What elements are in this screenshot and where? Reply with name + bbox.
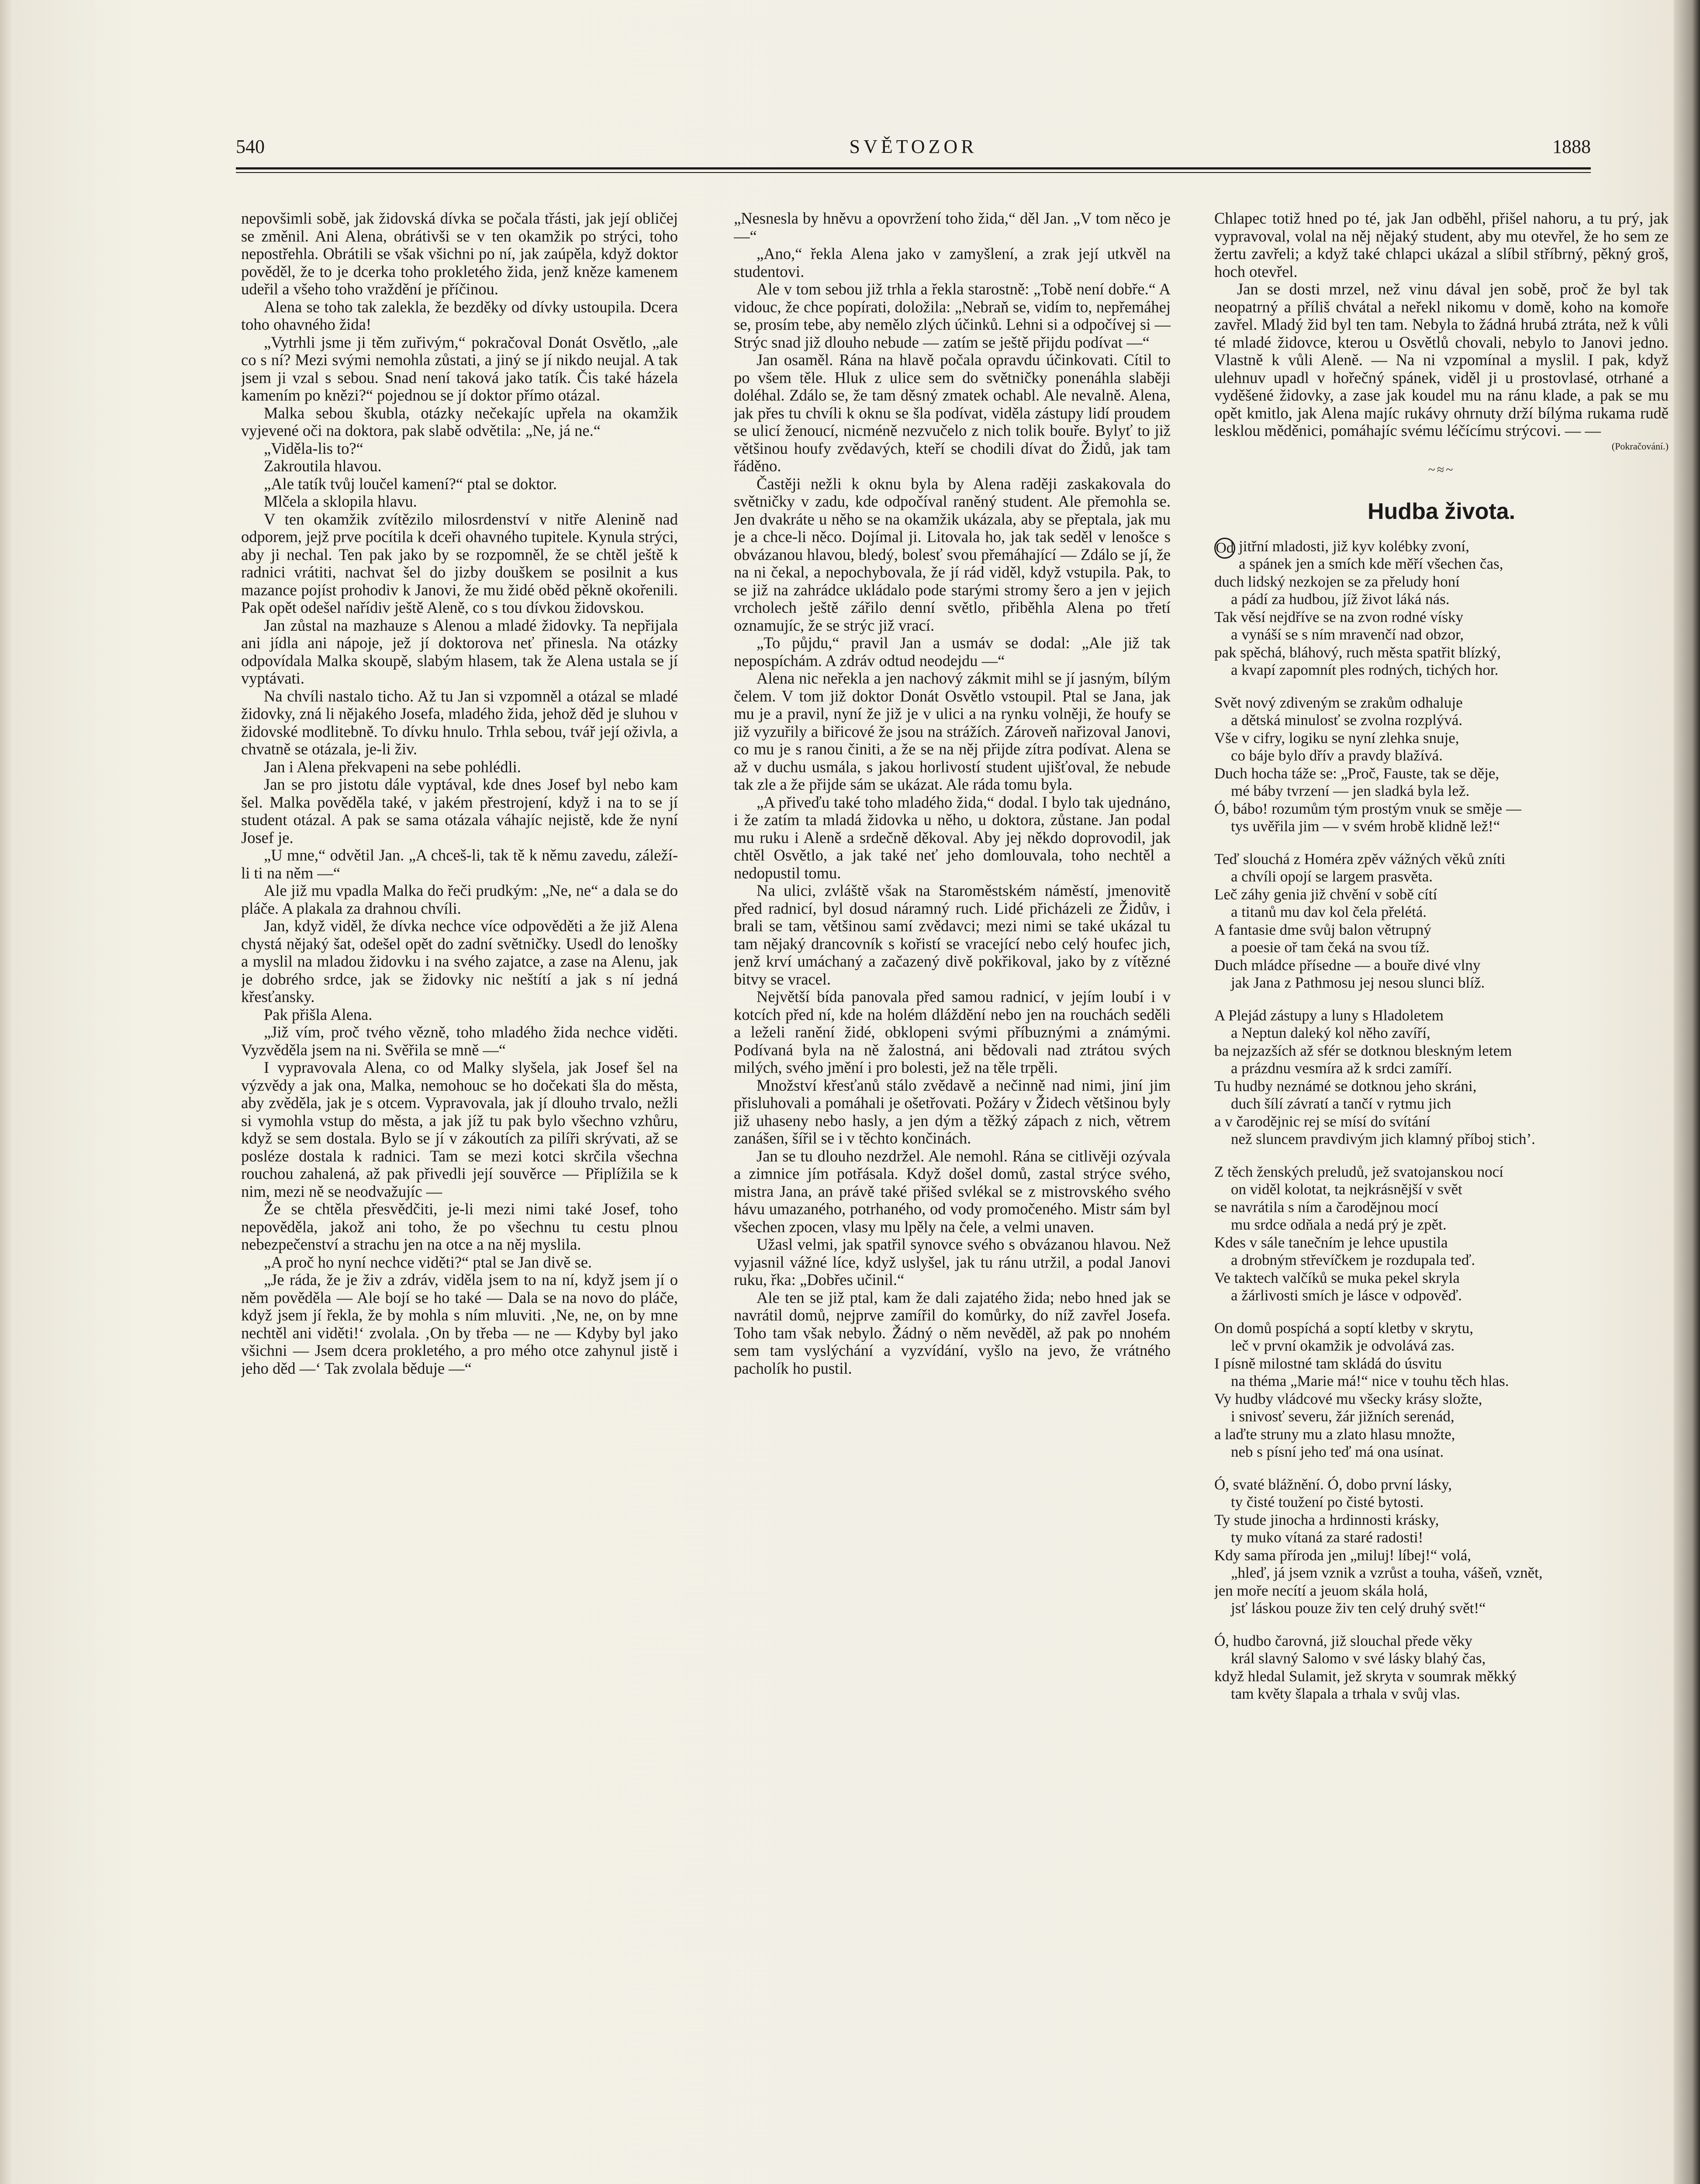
poem-line: Vy hudby vládcové mu všecky krásy složte, bbox=[1214, 1390, 1482, 1407]
page-left-shadow bbox=[0, 0, 13, 2184]
paragraph: „A proč ho nyní nechce viděti?“ ptal se Jan divě se. bbox=[264, 1253, 592, 1271]
paragraph: „U mne,“ odvětil Jan. „A chceš-li, tak tě k němu zavedu, záleží-li ti na něm —“ bbox=[241, 846, 678, 882]
header-rule-thick bbox=[236, 167, 1591, 169]
poem-stanza bbox=[1214, 850, 1669, 992]
poem-stanza bbox=[1214, 1320, 1669, 1461]
poem-line: duch šílí závratí a tančí v rytmu jich bbox=[1231, 1095, 1451, 1112]
poem-line: On domů pospíchá a soptí kletby v skrytu, bbox=[1214, 1319, 1474, 1337]
poem-line: on viděl kolotat, ta nejkrásnější v svět bbox=[1231, 1181, 1462, 1198]
paragraph: Ale již mu vpadla Malka do řeči prudkým: „Ne, ne“ a dala se do pláče. A plakala za drahnou chvíli. bbox=[241, 881, 678, 917]
paragraph: Jan, když viděl, že dívka nechce více odpověděti a že již Alena chystá nějaký šat, odešel opět do zadní světničky. Usedl do lenošky a myslil na mladou židovku i na svého zajatce, a zase na Alenu, jak je dobrého srdce, jak se židovky nic neštítí a jak s ní jedná křesťansky. bbox=[241, 917, 678, 1006]
poem-line: jak Jana z Pathmosu jej nesou slunci blíž. bbox=[1231, 974, 1485, 991]
poem-line: Duch hocha táže se: „Proč, Fauste, tak se děje, bbox=[1214, 764, 1500, 782]
ornament: ~≈~ bbox=[1428, 462, 1455, 477]
paragraph: Jan se tu dlouho nezdržel. Ale nemohl. Rána se citlivěji ozývala a zimnice jím potřásala. Když došel domů, zastal strýce svého, mistra Jana, an právě také přišed svlékal se z mistrovského svého hávu umazaného, potrhaného, od vody promočeného. Mistr sám byl všechen zpocen, vlasy mu lpěly na čele, a velmi unaven. bbox=[734, 1147, 1171, 1236]
paragraph: „Vytrhli jsme ji těm zuřivým,“ pokračoval Donát Osvětlo, „ale co s ní? Mezi svými nemohla zůstati, a jiný se jí nikdo neujal. A tak jsem ji vzal s sebou. Snad není taková jako tatík. Čis také házela kamením po knězi?“ pojednou se jí doktor přímo otázal. bbox=[241, 333, 678, 404]
paragraph: Jan osaměl. Rána na hlavě počala opravdu účinkovati. Cítil to po všem těle. Hluk z ulice sem do světničky ponenáhla slaběji doléhal. Zdálo se, že tam děsný zmatek ochabl. Ale nevalně. Alena, jak přes tu chvíli k oknu se šla podívat, viděla zástupy lidí proudem se ulicí ženoucí, nicméně nezvučelo z nich tolik bouře. Bylyť to již většinou houfy zvědavých, kteří se chodili dívat do Židů, jak tam řáděno. bbox=[734, 351, 1171, 475]
poem-line: Teď slouchá z Homéra zpěv vážných věků zníti bbox=[1214, 850, 1506, 867]
poem-line: když hledal Sulamit, jež skryta v soumrak měkký bbox=[1214, 1667, 1517, 1685]
paragraph: „To půjdu,“ pravil Jan a usmáv se dodal: „Ale již tak nepospíchám. A zdráv odtud neodejdu —“ bbox=[734, 634, 1171, 670]
poem-line: A fantasie dme svůj balon větrupný bbox=[1214, 921, 1431, 938]
poem-line: A Plejád zástupy a luny s Hladoletem bbox=[1214, 1006, 1444, 1024]
poem-line: mu srdce odňala a nedá prý je zpět. bbox=[1231, 1216, 1447, 1233]
poem-stanza bbox=[1214, 1163, 1669, 1305]
poem-line: Kdes v sále tanečním je lehce upustila bbox=[1214, 1234, 1448, 1251]
paragraph: V ten okamžik zvítězilo milosrdenství v nitře Alenině nad odporem, jejž prve pocítila k dceři ohavného tupitele. Kynula strýci, aby ji nechal. Ten pak jako by se rozpomněl, že se chtěl ještě k radnici vrátiti, nachvat šel do jizby douškem se posilnit a kus mazance pojíst prohodiv k Janovi, že mu židé oběd pěkně okořenili. Pak opět odešel nařídiv ještě Aleně, co s tou dívkou židovskou. bbox=[241, 510, 678, 616]
poem-line: Svět nový zdiveným se zrakům odhaluje bbox=[1214, 694, 1463, 711]
paragraph: „Nesnesla by hněvu a opovržení toho žida,“ děl Jan. „V tom něco je —“ bbox=[734, 210, 1171, 245]
poem-line: i snivosť severu, žár jižních serenád, bbox=[1231, 1408, 1455, 1425]
paragraph: nepovšimli sobě, jak židovská dívka se počala třásti, jak její obličej se změnil. Ani Alena, obrátivši se v ten okamžik po strýci, toho nepostřehla. Obrátili se však všichni po ní, jak zaúpěla, když doktor pověděl, že to je dcerka toho prokletého žida, jenž kněze kamenem udeřil a všeho toho vraždění je příčinou. bbox=[241, 210, 678, 298]
poem-line: a Neptun daleký kol něho zavíří, bbox=[1231, 1024, 1430, 1041]
paragraph: „A přiveďu také toho mladého žida,“ dodal. I bylo tak ujednáno, i že zatím ta mladá židovka u něho, u doktora, zůstane. Jan podal mu ruku i Aleně a srdečně děkoval. Aby jej někdo doprovodil, jak chtěl Osvětlo, a jak také neť jeho domlouvala, toho nechtěl a nedopustil tomu. bbox=[734, 793, 1171, 882]
poem-line: a vynáší se s ním mravenčí nad obzor, bbox=[1231, 626, 1464, 643]
paragraph: Jan se pro jistotu dále vyptával, kde dnes Josef byl nebo kam šel. Malka pověděla také, v jakém přestrojení, když i na to se jí student otázal. A pak se sama otázala váhajíc nejistě, kde že nyní Josef je. bbox=[241, 775, 678, 847]
poem-line: tys uvěřila jim — v svém hrobě klidně lež!“ bbox=[1231, 818, 1500, 835]
poem-line: Duch mládce přísedne — a bouře divé vlny bbox=[1214, 956, 1481, 974]
poem-line: a pádí za hudbou, jíž život láká nás. bbox=[1231, 591, 1450, 608]
page-right-edge bbox=[1674, 0, 1700, 2184]
poem-stanza bbox=[1214, 538, 1669, 679]
paragraph: Ale v tom sebou již trhla a řekla starostně: „Tobě není dobře.“ A vidouc, že chce popírati, doložila: „Nebraň se, vidím to, nepřemáhej se, prosím tebe, aby nemělo zlých účinků. Lehni si a odpočívej si — Strýc snad již dlouho nebude — zatím se ještě přijdu podívat —“ bbox=[734, 280, 1171, 351]
poem-line: a prázdnu vesmíra až k srdci zamíří. bbox=[1231, 1060, 1452, 1077]
poem-line: a v čarodějnic rej se mísí do svítání bbox=[1214, 1113, 1430, 1130]
poem-stanza bbox=[1214, 694, 1669, 836]
poem-line: Ó, svaté blážnění. Ó, dobo první lásky, bbox=[1214, 1476, 1452, 1493]
poem-line: a laďte struny mu a zlato hlasu množte, bbox=[1214, 1425, 1455, 1443]
year: 1888 bbox=[1552, 136, 1591, 157]
poem-line: jsť láskou pouze živ ten celý druhý svět!“ bbox=[1231, 1600, 1486, 1617]
poem-line: Tu hudby neznámé se dotknou jeho skráni, bbox=[1214, 1077, 1477, 1095]
paragraph: Mlčela a sklopila hlavu. bbox=[264, 492, 417, 510]
poem-stanza bbox=[1214, 1007, 1669, 1148]
poem-body bbox=[1214, 538, 1669, 1703]
poem-line: I písně milostné tam skládá do úsvitu bbox=[1214, 1355, 1442, 1372]
poem-line: duch lidský nezkojen se za přeludy honí bbox=[1214, 573, 1460, 590]
column-3-prose bbox=[1214, 210, 1669, 440]
paragraph: „Již vím, proč tvého vězně, toho mladého žida nechce viděti. Vyzvěděla jsem na ni. Svěřila se mně —“ bbox=[241, 1023, 678, 1059]
poem-line: Kdy sama příroda jen „miluj! líbej!“ volá, bbox=[1214, 1546, 1472, 1564]
poem-line: na théma „Marie má!“ nice v touhu těch hlas. bbox=[1231, 1372, 1509, 1389]
paragraph: Že se chtěla přesvědčiti, je-li mezi nimi také Josef, toho nepověděla, jakož ani toho, že po všechnu tu cestu plnou nebezpečenství a strachu jen na otce a na něj myslila. bbox=[241, 1200, 678, 1253]
paragraph: Na chvíli nastalo ticho. Až tu Jan si vzpomněl a otázal se mladé židovky, zná li nějakého Josefa, mladého žida, jehož děd je sluhou v židovské modlitebně. To dívku hnulo. Trhla sebou, tvář její oživla, a chvatně se otázala, je-li živ. bbox=[241, 687, 678, 758]
poem-line: a drobným střevíčkem je rozdupala teď. bbox=[1231, 1251, 1475, 1268]
column-1 bbox=[241, 210, 678, 2184]
poem-line: se navrátila s ním a čarodějnou mocí bbox=[1214, 1198, 1439, 1216]
poem-line: leč v první okamžik je odvolává zas. bbox=[1231, 1337, 1455, 1354]
page-number: 540 bbox=[236, 136, 265, 157]
drop-cap: Od bbox=[1214, 538, 1235, 559]
paragraph: Malka sebou škubla, otázky nečekajíc upřela na okamžik vyjevené oči na doktora, pak slabě odvětila: „Ne, já ne.“ bbox=[241, 404, 678, 439]
poem-line: Ve taktech valčíků se muka pekel skryla bbox=[1214, 1269, 1460, 1286]
paragraph: „Viděla-lis to?“ bbox=[264, 439, 363, 457]
paragraph: I vypravovala Alena, co od Malky slyšela, jak Josef šel na výzvědy a jak ona, Malka, nemohouc se ho dočekati šla do města, aby zvěděla, jak je s otcem. Vypravovala, jak jí dlouho trvalo, nežli si vymohla vstup do města, a jak jíž tu pak bylo všechno vzhůru, když se sem dostala. Bylo se jí v zákoutích za pilíři skrývati, až se posléze dostala k radnici. Tam se mezi kotci skrčila všechna rouchou zahalená, až pak přivedli její souvěrce — Připlížila se k nim, mezi ně se neodvažujíc — bbox=[241, 1058, 678, 1200]
poem-line: Ó, hudbo čarovná, již slouchal přede věky bbox=[1214, 1632, 1472, 1649]
paragraph: „Ale tatík tvůj loučel kamení?“ ptal se doktor. bbox=[264, 474, 557, 493]
poem-line: a kvapí zapomnít ples rodných, tichých hor. bbox=[1231, 661, 1499, 678]
poem-line: a spánek jen a smích kde měří všechen čas, bbox=[1239, 555, 1503, 572]
paragraph: Zakroutila hlavou. bbox=[264, 457, 382, 475]
paragraph: Alena se toho tak zalekla, že bezděky od dívky ustoupila. Dcera toho ohavného žida! bbox=[241, 297, 678, 333]
poem-line: Z těch ženských preludů, jež svatojanskou nocí bbox=[1214, 1163, 1503, 1180]
poem-line: a chvíli opojí se largem prasvěta. bbox=[1231, 868, 1433, 885]
poem-line: ba nejzazších až sfér se dotknou bleskným letem bbox=[1214, 1042, 1512, 1059]
poem-line: než sluncem pravdivým jich klamný příboj stich’. bbox=[1231, 1130, 1535, 1147]
poem-line: Leč záhy genia již chvění v sobě cítí bbox=[1214, 885, 1437, 903]
poem-title: Hudba života. bbox=[1367, 498, 1516, 524]
poem-line: mé báby tvrzení — jen sladká byla lež. bbox=[1231, 782, 1470, 799]
poem-line: jen moře necítí a jeuom skála holá, bbox=[1214, 1582, 1428, 1599]
column-2 bbox=[734, 210, 1171, 2184]
poem-line: tam květy šlapala a trhala v svůj vlas. bbox=[1231, 1685, 1460, 1702]
header-rule-thin bbox=[236, 172, 1591, 173]
continuation-note: (Pokračování.) bbox=[1611, 440, 1669, 452]
paragraph: Množství křesťanů stálo zvědavě a nečinně nad nimi, jiní jim přisluhovali a pomáhali je ošetřovati. Požáry v Židech většinou byly již uhaseny nebo hasly, a jen dým a těžký zápach z nich, větrem zanášen, šířil se i v těchto končinách. bbox=[734, 1076, 1171, 1147]
paragraph: Největší bída panovala před samou radnicí, v jejím loubí i v kotcích před ní, kde na holém dláždění nebo jen na rouchách seděli a leželi ranění židé, obklopeni svými příbuznými a známými. Podívaná byla na ně žalostná, ani bědovali nad ztrátou svých milých, svého jmění i pro bolesti, jež na těle trpěli. bbox=[734, 988, 1171, 1076]
paragraph: Častěji nežli k oknu byla by Alena raději zaskakovala do světničky v zadu, kde odpočíval raněný student. Ale přemohla se. Jen dvakráte u něho se na okamžik ukázala, aby se přeptala, jak mu je a chce-li něco. Dojímal ji. Litovala ho, jak tak seděl v lenošce s obvázanou hlavou, bledý, bolesť svou přemáhající — Zdálo se jí, že na ni čekal, a nepochybovala, že jí rád viděl, když vstupila. Pak, to se již na zahrádce ukládalo pode starými stromy šero a jen v jejich vrcholech ještě zářilo denní světlo, přiběhla Alena po třetí oznamujíc, že se strýc již vrací. bbox=[734, 474, 1171, 634]
paragraph: Jan se dosti mrzel, než vinu dával jen sobě, proč že byl tak neopatrný a příliš chvátal a neřekl nikomu v domě, koho na komoře zavřel. Mladý žid byl ten tam. Nebyla to žádná hrubá ztráta, než k vůli té mladé židovce, kterou u Osvětlů chovali, nebylo to Janovi jedno. Vlastně k vůli Aleně. — Na ni vzpomínal a myslil. I pak, když ulehnuv upadl v hořečný spánek, viděl ji u prostovlasé, otrhané a vyděšené židovky, a zase jak koudel mu na ránu klade, a pak se mu opět kmitlo, jak Alena majíc rukávy ohrnuty drží bílýma rukama rudě lesklou měděnici, pomáhajíc svému léčícímu strýcovi. — — bbox=[1214, 280, 1669, 439]
poem-line: král slavný Salomo v své lásky blahý čas, bbox=[1231, 1650, 1486, 1667]
paragraph: Pak přišla Alena. bbox=[264, 1005, 373, 1023]
running-header bbox=[236, 135, 1591, 166]
paragraph: Alena nic neřekla a jen nachový zákmit mihl se jí jasným, bílým čelem. V tom již doktor Donát Osvětlo vstoupil. Ptal se Jana, jak mu je a pravil, nyní že již je v ulici a na rynku volněji, že houfy se již vyzuřily a biřicové že jsou na strážích. Zároveň nařizoval Janovi, co mu je s ranou činiti, a že se na něj přijde zítra podívat. Alena se až v duchu usmála, s jakou horlivostí student ujišťoval, že nebude tak zle a že přijde sám se ukázat. Ale ráda tomu byla. bbox=[734, 669, 1171, 793]
paragraph: „Je ráda, že je živ a zdráv, viděla jsem to na ní, když jsem jí o něm pověděla — Ale bojí se ho také — Dala se na novo do pláče, když jsem jí řekla, že by mohla s ním mluviti. ‚Ne, ne, on by mne nechtěl ani viděti!‘ zvolala. ‚On by třeba — ne — Kdyby byl jako všichni — Jsem dcera prokletého, a pro mého otce zahynul jistě i jeho děd —‘ Tak zvolala běduje —“ bbox=[241, 1271, 678, 1377]
paragraph: „Ano,“ řekla Alena jako v zamyšlení, a zrak její utkvěl na studentovi. bbox=[734, 245, 1171, 280]
poem-line: Od jitřní mladosti, již kyv kolébky zvoní, bbox=[1214, 538, 1669, 556]
paragraph: Ale ten se již ptal, kam že dali zajatého žida; nebo hned jak se navrátil domů, nejprve zamířil do komůrky, do níž zavřel Josefa. Toho tam však nebylo. Žádný o něm nevěděl, až pak po nnohém sem tam vyslýchání a vyzvídání, vyšlo na jevo, že vrátného pacholík ho pustil. bbox=[734, 1288, 1171, 1377]
journal-title: SVĚTOZOR bbox=[849, 136, 978, 157]
poem-stanza bbox=[1214, 1476, 1669, 1617]
poem-line: Vše v cifry, logiku se nyní zlehka snuje, bbox=[1214, 729, 1459, 746]
poem-line: Ty stude jinocha a hrdinnosti krásky, bbox=[1214, 1511, 1439, 1528]
paragraph: Jan zůstal na mazhauze s Alenou a mladé židovky. Ta nepřijala ani jídla ani nápoje, jež jí doktorova neť přinesla. Na otázky odpovídala Malka skoupě, slabým hlasem, tak že Alena ustala se jí vyptávati. bbox=[241, 616, 678, 687]
paragraph: Užasl velmi, jak spatřil synovce svého s obvázanou hlavou. Než vyjasnil vážné líce, když uslyšel, jak tu ránu utržil, a podal Janovi ruku, řka: „Dobřes učinil.“ bbox=[734, 1235, 1171, 1289]
paragraph: Jan i Alena překvapeni na sebe pohlédli. bbox=[264, 757, 521, 776]
poem-line: Tak věsí nejdříve se na zvon rodné vísky bbox=[1214, 608, 1464, 625]
poem-line: a titanů mu dav kol čela přelétá. bbox=[1231, 903, 1427, 920]
poem-line: a dětská minulosť se zvolna rozplývá. bbox=[1231, 712, 1463, 729]
column-3 bbox=[1214, 210, 1669, 2184]
poem-line: neb s písní jeho teď má ona usínat. bbox=[1231, 1443, 1444, 1460]
poem-line: ty muko vítaná za staré radosti! bbox=[1231, 1529, 1424, 1546]
poem-line: a žárlivosti smích je lásce v odpověď. bbox=[1231, 1287, 1462, 1304]
paragraph: Na ulici, zvláště však na Staroměstském náměstí, jmenovitě před radnicí, byl dosud náramný ruch. Lidé přicházeli ze Židův, i brali se tam, většinou samí zvědavci; mezi nimi se také ukázal tu tam nějaký drancovník s kořistí se vracející nebo celý houfec jich, jenž krví umáchaný a začazený divě pokřikoval, jako by z vítězné bitvy se vracel. bbox=[734, 881, 1171, 988]
poem-line: „hleď, já jsem vznik a vzrůst a touha, vášeň, vznět, bbox=[1231, 1564, 1543, 1581]
poem-line: a poesie oř tam čeká na svou tíž. bbox=[1231, 939, 1430, 956]
poem-stanza bbox=[1214, 1632, 1669, 1703]
poem-line: co báje bylo dřív a pravdy blažívá. bbox=[1231, 747, 1443, 764]
poem-line: ty čisté toužení po čisté bytosti. bbox=[1231, 1493, 1424, 1510]
paragraph: Chlapec totiž hned po té, jak Jan odběhl, přišel nahoru, a tu prý, jak vypravoval, volal na něj nějaký student, aby mu otevřel, že ho sem ze žertu zavřeli; a když také chlapci ukázal a slíbil stříbrný, pěkný groš, hoch otevřel. bbox=[1214, 210, 1669, 280]
poem-line: Ó, bábo! rozumům tým prostým vnuk se směje — bbox=[1214, 800, 1521, 817]
poem-line: pak spěchá, bláhový, ruch města spatřit blízký, bbox=[1214, 643, 1501, 661]
